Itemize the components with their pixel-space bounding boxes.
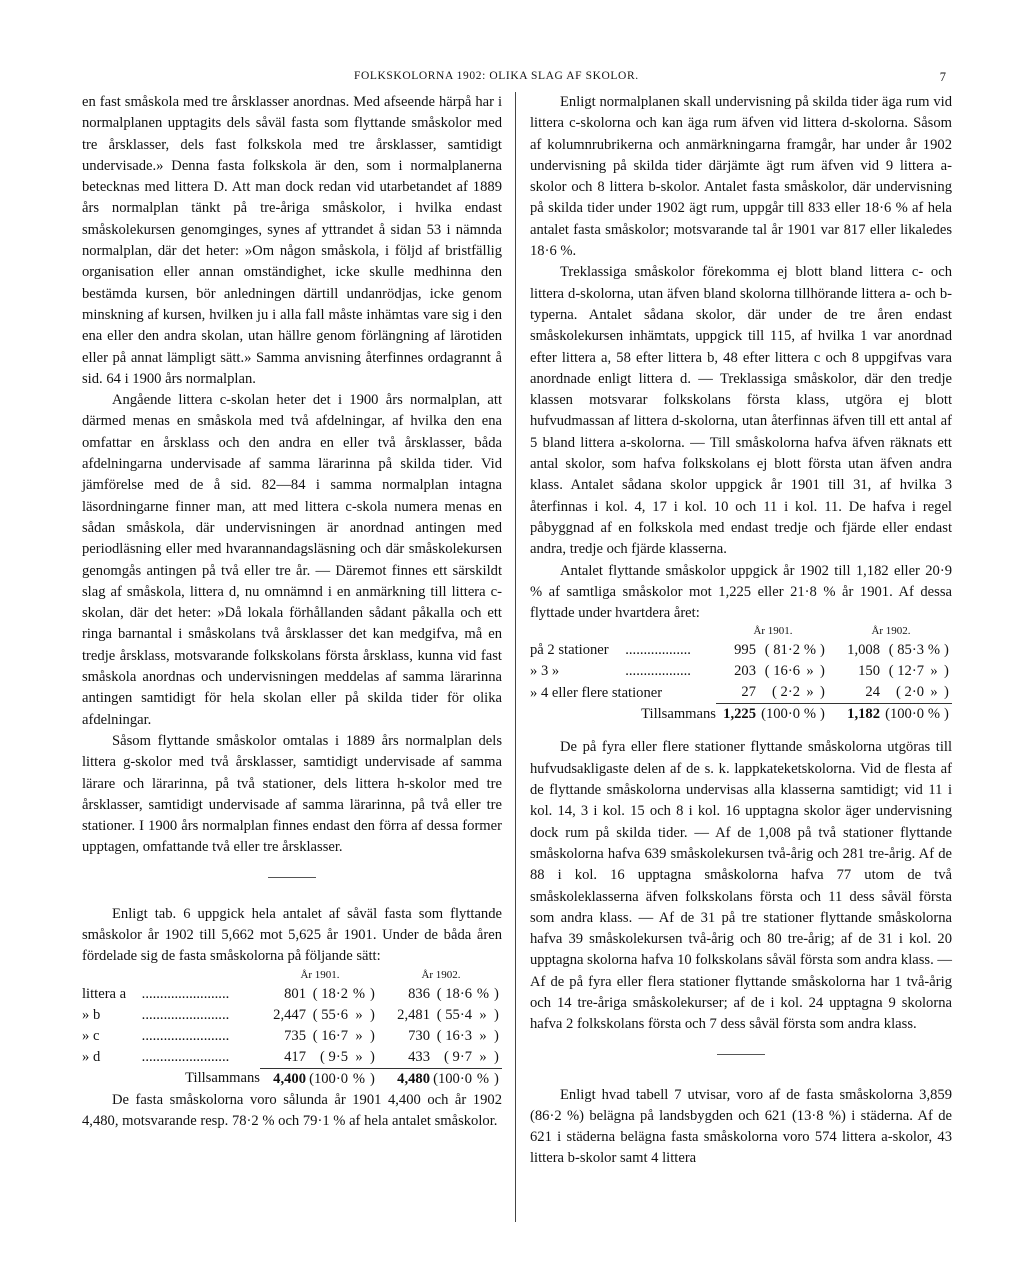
column-header: År 1902.: [421, 968, 461, 981]
paragraph: Enligt hvad tabell 7 utvisar, voro af de fasta småskolorna 3,859 (86·2 %) belägna på landsbygden och 621 (13·8 %) i städerna. Af de 621 i städerna belägna fasta småskolorna voro 574 littera a-skolor, 43 littera b-skolor samt 4 littera: [530, 1086, 952, 1167]
paragraph: Enligt tab. 6 uppgick hela antalet af såväl fasta som flyttande småskolor år 1902 till 5,662 mot 5,625 år 1901. Under de båda åren fördelade sig de fasta småskolorna på följande sätt:: [82, 905, 502, 965]
left-column: [82, 92, 502, 1132]
column-divider: [515, 92, 516, 1222]
table-row: » c ........................ 735 ( 16·7 » ) 730 ( 16·3 » ): [82, 1027, 499, 1044]
paragraph: en fast småskola med tre årsklasser anordnas. Med afseende härpå har i normalplanen upptagits dels såväl fasta som flyttande småskolor med tre årsklasser, dels fast folkskola med tre årsklasser, samtidigt undervisade.» Denna fasta folkskola är den, som i normalplanerna betecknas med littera D. Att man dock redan vid utarbetandet af 1889 års normalplan tänkt på tre-åriga småskolor, i hvilka endast småskolekursen genomginges, synes af yttrandet å sidan 53 i nämnda normalplan, där det heter: »Om någon småskola, i följd af bristfällig organisation eller annan omständighet, icke skulle medhinna den bestämda kursen, bör anledningen därtill undanrödjas, icke genom minskning af kursen, hvilken ju i alla fall måste inhämtas vare sig i den ena eller den andra skolan, utan hällre genom förlängning af lärotiden eller på annat lämpligt sätt.» Samma anvisning återfinnes ordagrannt å sid. 64 i 1900 års normalplan.: [82, 94, 502, 387]
right-column: [530, 92, 952, 1170]
table-row: på 2 stationer .................. 995 ( 81·2 % ) 1,008 ( 85·3 % ): [530, 642, 949, 659]
paragraph: Enligt normalplanen skall undervisning på skilda tider äga rum vid littera c-skolorna och kan äga rum äfven vid littera d-skolorna. Såsom af kolumnrubrikerna och anmärkningarna framgår, har under år 1902 undervisning på skilda tider därjämte ägt rum äfven vid 9 littera a-skolor och 8 littera b-skolor. Antalet fasta småskolor, där undervisning på skilda tider under 1902 ägt rum, uppgår till 833 eller 18·6 % af hela antalet fasta småskolor; motsvarande tal år 1901 var 817 eller likaledes 18·6 %.: [530, 94, 952, 260]
section-rule: [268, 877, 316, 878]
table-total-row: Tillsammans 1,225 (100·0 % ) 1,182 (100·0 % ): [530, 704, 952, 726]
paragraph: De på fyra eller flere stationer flyttande småskolorna utgöras till hufvudsakligaste delen af de s. k. lappkateketskolorna. Vid de flesta af de flyttande småskolorna undervisas alla klasserna samtidigt; vid 11 i kol. 14, 3 i kol. 15 och 8 i kol. 16 upptagna skolor äger undervisning dock rum på skilda tider. — Af de 1,008 på två stationer flyttande småskolorna hafva 639 småskolekursen två-årig och 281 tre-årig. Af de 88 i kol. 16 upptagna småskolorna hafva 77 utom de två småskoleklasserna äfven folkskolans första och 11 dess såväl första som andra klass. — Af de 31 på tre stationer flyttande småskolorna hafva 39 småskolekursen två-årig och 80 tre-årig; af de 31 i kol. 20 upptagna skolorna hafva 10 folkskolans såväl första som andra klass. — Af de på fyra eller flera stationer flyttande småskolorna har 1 två-årig och 14 tre-åriga småskolekurser; af de i kol. 24 upptagna 9 skolorna hafva 2 folkskolans första och 7 dess såväl första som andra klass.: [530, 739, 952, 1033]
paragraph: Antalet flyttande småskolor uppgick år 1902 till 1,182 eller 20·9 % af samtliga småskolor mot 1,225 eller 21·8 % år 1901. Af dessa flyttade under hvartdera året:: [530, 562, 952, 622]
section-rule: [717, 1054, 765, 1055]
table-row: » 3 » .................. 203 ( 16·6 » ) 150 ( 12·7 » ): [530, 663, 949, 680]
page-number: 7: [939, 70, 946, 84]
table-total-row: Tillsammans 4,400 (100·0 % ) 4,480 (100·0 % ): [82, 1068, 502, 1090]
column-header: År 1901.: [300, 968, 340, 981]
paragraph: Treklassiga småskolor förekomma ej blott bland littera c- och littera d-skolorna, utan äfven bland skolorna tillhörande littera a- och b-typerna. Antalet sådana skolor, där under de tre åren endast småskolekursen inhämtats, uppgick till 115, af hvilka 1 var anordnad efter littera a, 58 efter littera b, 48 efter littera c och 8 uppgifvas vara anordnade enligt littera d. — Treklassiga småskolor, där den tredje klassen motsvarar folkskolans första klass, utgöra ej blott hufvudmassan af littera d-skolorna, utan återfinnas äfven till ett antal af 5 bland littera a-skolorna. — Till småskolorna hafva äfven räknats ett antal skolor, som hafva folkskolans ej blott första utan äfven andra klass. Antalet sådana skolor uppgick år 1901 till 31, af hvilka 3 återfinnas i kol. 4, 17 i kol. 10 och 11 i kol. 11. De hafva i regel påbyggnad af en folkskola med endast tredje och fjärde eller endast andra, tredje och fjärde klasserna.: [530, 264, 952, 558]
table-row: » d ........................ 417 ( 9·5 » ) 433 ( 9·7 » ): [82, 1048, 499, 1065]
column-header: År 1901.: [753, 625, 793, 638]
table-row: » 4 eller flere stationer 27 ( 2·2 » ) 24 ( 2·0 » ): [530, 684, 949, 701]
table-row: littera a ........................ 801 ( 18·2 % ) 836 ( 18·6 % ): [82, 985, 499, 1002]
paragraph: De fasta småskolorna voro sålunda år 1901 4,400 och år 1902 4,480, motsvarande resp. 78·2 % och 79·1 % af hela antalet småskolor.: [82, 1091, 502, 1129]
flyttande-smaskolor-table: [530, 624, 952, 725]
paragraph: Angående littera c-skolan heter det i 1900 års normalplan, att därmed menas en småskola med två afdelningar, af hvilka den ena omfattar en årsklass och den andra en eller två årsklasser, båda afdelningarna undervisade af samma lärarinna på skilda tider. Vid jämförelse med de å sid. 82—84 i samma normalplan intagna läsordningarne finner man, att med littera c-skola numera menas en sådan småskola, där undervisningen är anordnad antingen med periodläsning eller med hvarannandagsläsning och där småskolekursen genomgås antingen på två eller tre år. — Däremot finnes ett särskildt slag af småskola, littera d, nu omnämnd i en anmärkning till littera c-skolan, där det heter: »Då lokala förhållanden sådant påkalla och ett ringa barnantal i småskolans två årsklasser det kan medgifva, må en tredje årsklass, motsvarande folkskolans första årsklass, kunna vid fast småskola anordnas och undervisningen meddelas af samma lärarinna antingen samtidigt för hela skolan eller på skilda tider för olika afdelningar.: [82, 392, 502, 728]
header-title: FOLKSKOLORNA 1902: OLIKA SLAG AF SKOLOR.: [354, 70, 639, 82]
table-row: » b ........................ 2,447 ( 55·6 » ) 2,481 ( 55·4 » ): [82, 1006, 499, 1023]
fasta-smaskolor-table: [82, 968, 502, 1090]
paragraph: Såsom flyttande småskolor omtalas i 1889 års normalplan dels littera g-skolor med två årsklasser, samtidigt undervisade af samma lärare och lärarinna, på två stationer, dels littera h-skolor med tre årsklasser, samtidigt undervisade af samma lärarinna, på två eller tre stationer. I 1900 års normalplan finnes endast den förra af dessa former upptagen, omfattande två eller tre årsklasser.: [82, 732, 502, 856]
running-header: [0, 70, 1024, 90]
column-header: År 1902.: [871, 625, 911, 638]
